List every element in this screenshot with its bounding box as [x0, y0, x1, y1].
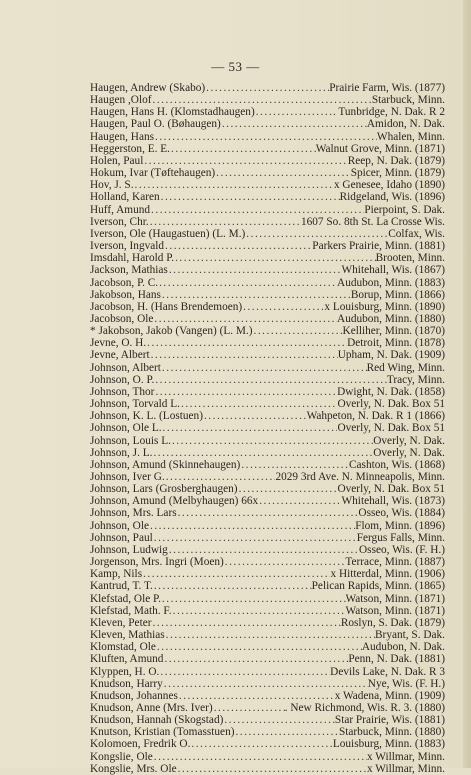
entry-name: Johnson, Iver G. — [90, 471, 165, 483]
page-edge — [463, 0, 471, 768]
directory-entry — [90, 751, 445, 763]
dot-leader — [153, 313, 337, 325]
entry-place: Osseo, Wis. (F. H.) — [359, 543, 445, 556]
dot-leader — [177, 507, 359, 519]
entry-name: Knudson, Hannah (Skogstad) — [90, 714, 224, 727]
dot-leader — [142, 568, 330, 580]
entry-place: 2029 3rd Ave. N. Minneapolis, Minn. — [275, 471, 445, 483]
entry-place: Bryant, S. Dak. — [375, 629, 445, 642]
directory-entry — [90, 495, 445, 507]
dot-leader — [134, 179, 334, 191]
entry-name: Johnson, J. L. — [90, 446, 153, 459]
directory-entry — [90, 349, 445, 361]
dot-leader — [153, 532, 357, 544]
entry-place: Whitehall, Wis. (1873) — [341, 495, 445, 508]
entry-name: Iverson, Ole (Haugastuen) (L. M.) — [90, 227, 246, 240]
entry-place: Star Prairie, Wis. (1881) — [334, 714, 445, 727]
entry-place: Prairie Farm, Wis. (1877) — [329, 82, 445, 94]
entry-place: Watson, Minn. (1871) — [345, 604, 445, 617]
entry-place: Overly, N. Dak. Box 51 — [337, 398, 445, 411]
directory-entry — [90, 143, 445, 155]
dot-leader — [242, 301, 324, 313]
entry-place: Tracy, Minn. — [386, 373, 445, 386]
dot-leader — [161, 593, 346, 605]
directory-entry — [90, 593, 445, 605]
dot-leader — [172, 605, 346, 617]
entry-name: Johnson, K. L. (Lostuen) — [90, 410, 203, 423]
entry-name: Holen, Paul — [90, 154, 144, 167]
dot-leader — [174, 252, 376, 264]
dot-leader — [205, 82, 329, 94]
entry-name: Knudson, Johannes — [90, 689, 178, 702]
entry-name: Kluften, Amund — [90, 653, 164, 666]
dot-leader — [152, 94, 372, 106]
directory-entry — [90, 714, 445, 726]
dot-leader — [238, 483, 338, 495]
dot-leader — [171, 435, 373, 447]
entry-name: Johnson, Louis L. — [90, 434, 171, 447]
entry-place: Overly, N. Dak. Box 51 — [337, 422, 445, 435]
entry-place: Starbuck, Minn. — [371, 94, 445, 107]
entry-name: Jacobson, H. (Hans Brendemoen) — [90, 300, 243, 313]
directory-entry — [90, 106, 445, 118]
directory-entry — [90, 666, 445, 678]
entry-name: Haugen, Hans H. (Klomstadhaugen) — [90, 106, 255, 119]
entry-place: Detroit, Minn. (1878) — [347, 337, 445, 350]
dot-leader — [146, 337, 347, 349]
entry-name: Klefstad, Ole P. — [90, 592, 161, 605]
entry-place: Upham, N. Dak. (1909) — [337, 349, 445, 362]
directory-entry — [90, 459, 445, 471]
dot-leader — [153, 751, 367, 763]
directory-entry — [90, 301, 445, 313]
dot-leader — [163, 678, 368, 690]
entry-name: Knudson, Anne (Mrs. Iver) — [90, 701, 213, 714]
directory-entry — [90, 726, 445, 738]
dot-leader — [190, 738, 332, 750]
directory-entry — [90, 544, 445, 556]
directory-entry — [90, 617, 445, 629]
directory-entry — [90, 240, 445, 252]
entry-place: Cashton, Wis. (1868) — [349, 458, 445, 471]
dot-leader — [203, 410, 307, 422]
directory-entry — [90, 374, 445, 386]
directory-entry — [90, 191, 445, 203]
dot-leader — [165, 471, 276, 483]
entry-place: Brooten, Minn. — [375, 252, 445, 265]
dot-leader — [224, 556, 346, 568]
entry-name: Kongslie, Ole — [90, 750, 153, 763]
entry-place: Reep, N. Dak. (1879) — [347, 154, 445, 167]
entry-place: x Wadena, Minn. (1909) — [334, 689, 445, 702]
entry-place: Ridgeland, Wis. (1896) — [339, 191, 445, 204]
dot-leader — [253, 325, 343, 337]
entry-name: Kolomoen, Fredrik O. — [90, 738, 191, 751]
dot-leader — [154, 374, 386, 386]
dot-leader — [180, 398, 337, 410]
dot-leader — [163, 653, 348, 665]
entry-name: Johnson, Paul — [90, 531, 153, 544]
dot-leader — [150, 349, 338, 361]
entry-name: Kamp, Nils — [90, 568, 143, 581]
dot-leader — [258, 495, 341, 507]
directory-entry — [90, 702, 445, 714]
directory-entry — [90, 82, 445, 94]
entry-place: Penn, N. Dak. (1881) — [348, 653, 445, 666]
dot-leader — [149, 216, 301, 228]
entry-name: Holland, Karen — [90, 191, 160, 204]
entry-name: Knudson, Harry — [90, 677, 163, 690]
dot-leader — [160, 191, 340, 203]
dot-leader — [149, 520, 355, 532]
entry-place: Whalen, Minn. — [376, 130, 445, 143]
directory-entry — [90, 337, 445, 349]
dot-leader — [161, 289, 351, 301]
directory-entry — [90, 386, 445, 398]
directory-entry — [90, 532, 445, 544]
entry-name: Johnson, Lars (Grosberghaugen) — [90, 483, 238, 496]
directory-entry — [90, 118, 445, 130]
directory-entry — [90, 738, 445, 750]
entry-name: Klomstad, Ole — [90, 641, 156, 654]
entry-place: Nye, Wis. (F. H.) — [367, 677, 445, 690]
entry-name: Johnson, Thor — [90, 385, 155, 398]
dot-leader — [177, 763, 367, 775]
entry-name: Johnson, Mrs. Lars — [90, 507, 177, 520]
dot-leader — [213, 702, 285, 714]
entry-name: Kleven, Peter — [90, 616, 152, 629]
directory-entry — [90, 398, 445, 410]
entry-name: * Jakobson, Jakob (Vangen) (L. M.) — [90, 325, 253, 338]
directory-entry — [90, 167, 445, 179]
dot-leader — [158, 277, 337, 289]
entry-name: Haugen, Hans — [90, 130, 154, 143]
dot-leader — [153, 580, 312, 592]
dot-leader — [215, 167, 351, 179]
directory-entry — [90, 313, 445, 325]
entry-name: Johnson, Amund (Skinnehaugen) — [90, 458, 241, 471]
directory-entry — [90, 216, 445, 228]
entry-place: Amidon, N. Dak. — [366, 118, 445, 131]
dot-leader — [154, 386, 337, 398]
entry-place: Starbuck, Minn. (1880) — [338, 726, 445, 739]
directory-entry — [90, 252, 445, 264]
entry-name: Hokum, Ivar (Tøftehaugen) — [90, 167, 216, 180]
entry-name: Johnson, Albert — [90, 361, 161, 374]
entry-name: Johnson, Torvald L. — [90, 398, 180, 411]
entry-place: Parkers Prairie, Minn. (1881) — [312, 240, 445, 253]
directory-entry — [90, 653, 445, 665]
directory-entry — [90, 690, 445, 702]
entry-name: Jakobson, Hans — [90, 288, 161, 301]
entry-place: Walnut Grove, Minn. (1871) — [315, 142, 445, 155]
dot-leader — [168, 544, 359, 556]
directory-list — [90, 82, 445, 775]
dot-leader — [154, 131, 377, 143]
entry-name: Jacobson, P. C. — [90, 276, 159, 289]
dot-leader — [159, 666, 330, 678]
entry-name: Johnson, Ole — [90, 519, 149, 532]
entry-place: Dwight, N. Dak. (1858) — [337, 385, 445, 398]
directory-entry — [90, 264, 445, 276]
entry-place: Watson, Minn. (1871) — [345, 592, 445, 605]
directory-entry — [90, 507, 445, 519]
dot-leader — [234, 726, 338, 738]
entry-name: Iverson, Ingvald — [90, 240, 165, 253]
entry-name: Huff, Amund — [90, 203, 151, 216]
entry-name: Heggerston, E. E. — [90, 142, 170, 155]
entry-place: x Willmar, Minn. — [367, 750, 445, 763]
directory-entry — [90, 605, 445, 617]
entry-place: Overly, N. Dak. — [373, 434, 445, 447]
entry-name: Kleven, Mathias — [90, 629, 165, 642]
entry-place: Kelliher, Minn. (1870) — [342, 325, 445, 338]
directory-entry — [90, 422, 445, 434]
entry-name: Knutson, Kristian (Tomasstuen) — [90, 726, 235, 739]
entry-place: Wahpeton, N. Dak. R 1 (1866) — [306, 410, 445, 423]
entry-name: Johnson, O. P. — [90, 373, 155, 386]
directory-entry — [90, 362, 445, 374]
directory-entry — [90, 131, 445, 143]
entry-place: x Willmar, Minn. — [367, 762, 445, 775]
dot-leader — [245, 228, 388, 240]
entry-place: Overly, N. Dak. — [373, 446, 445, 459]
entry-name: Kongslie, Mrs. Ole — [90, 762, 177, 775]
dot-leader — [152, 447, 373, 459]
dot-leader — [150, 204, 364, 216]
entry-place: Pelican Rapids, Minn. (1865) — [311, 580, 445, 593]
dot-leader — [255, 106, 333, 118]
entry-name: Haugen, Andrew (Skabo) — [90, 82, 206, 94]
directory-entry — [90, 580, 445, 592]
directory-entry — [90, 228, 445, 240]
directory-entry — [90, 204, 445, 216]
directory-entry — [90, 447, 445, 459]
entry-name: Klyppen, H. O. — [90, 665, 160, 678]
entry-place: Pierpoint, S. Dak. — [364, 203, 445, 216]
entry-name: Hov, J. S. — [90, 179, 134, 192]
entry-name: Jackson, Mathias — [90, 264, 168, 277]
entry-place: Red Wing, Minn. — [366, 361, 445, 374]
entry-name: Johnson, Amund (Melbyhaugen) 66x — [90, 495, 259, 508]
dot-leader — [240, 459, 349, 471]
page-number: — 53 — — [211, 59, 260, 74]
entry-place: Devils Lake, N. Dak. R 3 — [330, 665, 445, 678]
dot-leader — [178, 690, 335, 702]
entry-name: Iverson, Chr. — [90, 215, 149, 228]
entry-name: Jevne, Albert — [90, 349, 150, 362]
directory-entry — [90, 568, 445, 580]
entry-place: . New Richmond, Wis. R. 3. (1880) — [284, 701, 445, 714]
entry-place: Overly, N. Dak. Box 51 — [337, 483, 445, 496]
entry-place: Fergus Falls, Minn. — [356, 531, 445, 544]
dot-leader — [161, 362, 367, 374]
dot-leader — [151, 617, 340, 629]
entry-place: Whitehall, Wis. (1867) — [341, 264, 445, 277]
entry-name: Haugen ,Olof — [90, 94, 152, 107]
entry-name: Haugen, Paul O. (Bøhaugen) — [90, 118, 221, 131]
entry-place: x Genesee, Idaho (1890) — [333, 179, 445, 192]
dot-leader — [221, 118, 367, 130]
directory-entry — [90, 483, 445, 495]
directory-entry — [90, 94, 445, 106]
entry-name: Kantrud, T. T. — [90, 580, 153, 593]
entry-name: Klefstad, Math. F. — [90, 604, 172, 617]
entry-place: Roslyn, S. Dak. (1879) — [340, 616, 445, 629]
entry-place: Terrace, Minn. (1887) — [345, 556, 445, 569]
directory-entry — [90, 678, 445, 690]
directory-entry — [90, 520, 445, 532]
directory-entry — [90, 435, 445, 447]
entry-place: Borup, Minn. (1866) — [350, 288, 445, 301]
entry-place: . Tunbridge, N. Dak. R 2 — [332, 106, 445, 119]
entry-name: Johnson, Ole L. — [90, 422, 162, 435]
entry-place: Audubon, Minn. (1880) — [337, 312, 445, 325]
entry-place: Spicer, Minn. (1879) — [350, 167, 445, 180]
entry-name: Jacobson, Ole — [90, 312, 154, 325]
dot-leader — [156, 641, 362, 653]
directory-entry — [90, 325, 445, 337]
entry-place: Louisburg, Minn. (1883) — [332, 738, 445, 751]
entry-place: Flom, Minn. (1896) — [355, 519, 445, 532]
dot-leader — [165, 629, 375, 641]
entry-place: x Hitterdal, Minn. (1906) — [330, 568, 445, 581]
dot-leader — [170, 143, 316, 155]
directory-entry — [90, 410, 445, 422]
directory-entry — [90, 277, 445, 289]
entry-place: Osseo, Wis. (1884) — [358, 507, 445, 520]
entry-place: Audubon, N. Dak. — [361, 641, 445, 654]
entry-name: Jevne, O. H. — [90, 337, 147, 350]
entry-name: Imsdahl, Harold P. — [90, 252, 175, 265]
dot-leader — [223, 714, 335, 726]
entry-place: Colfax, Wis. — [388, 227, 445, 240]
dot-leader — [143, 155, 347, 167]
dot-leader — [168, 264, 342, 276]
entry-name: Jorgenson, Mrs. Ingri (Moen) — [90, 556, 224, 569]
entry-place: Audubon, Minn. (1883) — [337, 276, 445, 289]
entry-name: Johnson, Ludwig — [90, 543, 168, 556]
directory-entry — [90, 556, 445, 568]
directory-entry — [90, 155, 445, 167]
entry-place: x Louisburg, Minn. (1890) — [324, 300, 445, 313]
dot-leader — [162, 422, 338, 434]
directory-entry — [90, 179, 445, 191]
directory-entry — [90, 289, 445, 301]
directory-entry — [90, 641, 445, 653]
directory-entry — [90, 629, 445, 641]
dot-leader — [164, 240, 312, 252]
directory-entry — [90, 763, 445, 775]
entry-place: 1607 So. 8th St. La Crosse Wis. — [300, 215, 445, 228]
directory-entry — [90, 471, 445, 483]
